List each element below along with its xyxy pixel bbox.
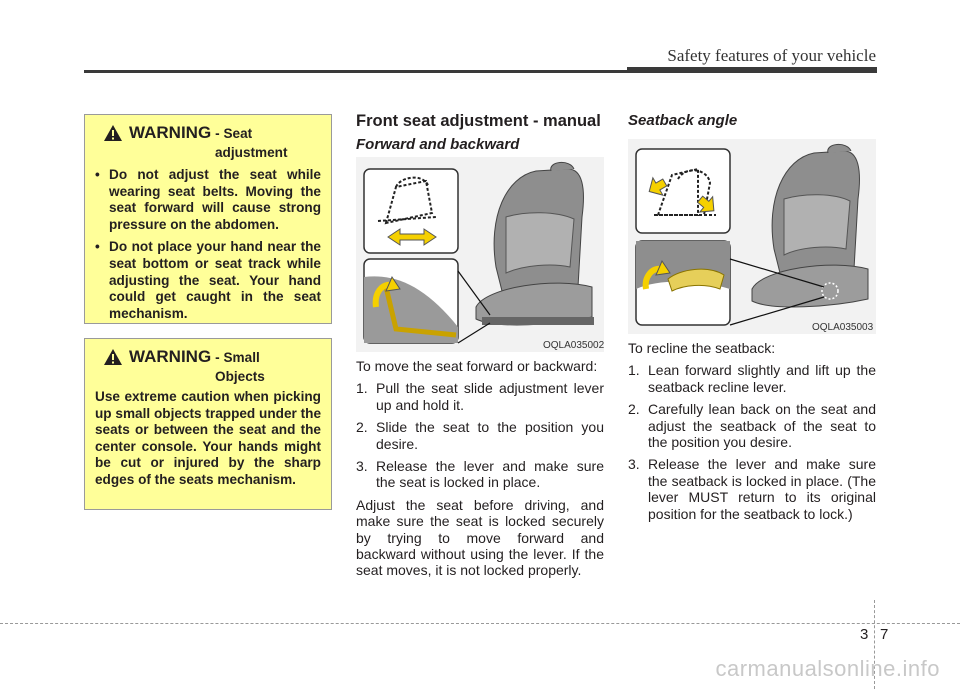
warning-subtitle-cont: adjustment (215, 145, 288, 160)
header-rule-accent (627, 67, 877, 73)
step-text: Release the lever and make sure the seat is locked in place. (376, 458, 604, 491)
subsection-heading: Forward and backward (356, 136, 520, 153)
warning-title: WARNING (129, 347, 212, 366)
instruction-step (356, 380, 604, 413)
seat-slide-illustration (356, 157, 604, 352)
step-number: 2. (356, 419, 368, 436)
warning-bullet (95, 239, 321, 322)
instruction-step (628, 362, 876, 395)
warning-bullet-text: Do not place your hand near the seat bottom or seat track while adjusting the seat. Your hand could get caught in the seat mechanism. (109, 239, 321, 321)
step-number: 2. (628, 401, 640, 418)
warning-header (103, 347, 321, 367)
step-text: Lean forward slightly and lift up the seatback recline lever. (648, 362, 876, 395)
instruction-step (628, 456, 876, 522)
warning-box-seat-adjustment (84, 114, 332, 324)
front-seat-instructions (356, 358, 604, 579)
running-header: Safety features of your vehicle (667, 46, 876, 65)
subsection-heading: Seatback angle (628, 112, 738, 129)
instruction-note: Adjust the seat before driving, and make sure the seat is locked securely by trying to move forward and backward without using the lever. If the seat moves, it is not locked properly. (356, 496, 604, 579)
step-text: Slide the seat to the position you desire. (376, 419, 604, 452)
warning-bullet-text: Do not adjust the seat while wearing seat belts. Moving the seat forward will cause strong pressure on the abdomen. (109, 167, 321, 232)
instruction-step (356, 458, 604, 491)
warning-subtitle-cont: Objects (215, 369, 265, 384)
figure-code: OQLA035002 (543, 340, 605, 351)
section-heading: Front seat adjustment - manual (356, 112, 601, 130)
figure-seatback-recline (628, 139, 876, 334)
watermark: carmanualsonline.info (715, 656, 940, 681)
warning-subtitle: - Small (215, 350, 260, 365)
bullet-dot: • (95, 239, 100, 255)
warning-header (103, 123, 321, 143)
figure-seat-slide (356, 157, 604, 352)
warning-triangle-icon (103, 348, 123, 366)
warning-title: WARNING (129, 123, 212, 142)
page-number: 7 (880, 626, 889, 643)
instruction-intro: To recline the seatback: (628, 340, 776, 356)
step-text: Release the lever and make sure the seatback is locked in place. (The lever MUST return to its original position for the seatback to lock.) (648, 456, 876, 522)
chapter-number: 3 (860, 626, 869, 643)
step-text: Carefully lean back on the seat and adjust the seatback of the seat to the position you desire. (648, 401, 876, 451)
warning-body: Use extreme caution when picking up small objects trapped under the seats or between the seat and the center console. Your hands might be cut or injured by the sharp edges of the seats mechanism. (95, 389, 321, 487)
step-number: 1. (356, 380, 368, 397)
seatback-instructions (628, 340, 876, 522)
bullet-dot: • (95, 167, 100, 182)
warning-triangle-icon (103, 124, 123, 142)
warning-bullet (95, 167, 321, 233)
warning-subtitle: - Seat (215, 126, 253, 141)
step-number: 3. (356, 458, 368, 475)
instruction-step (356, 419, 604, 452)
step-number: 1. (628, 362, 640, 379)
instruction-step (628, 401, 876, 450)
footer-dashed-rule (0, 623, 960, 624)
warning-box-small-objects (84, 338, 332, 510)
seatback-recline-illustration (628, 139, 876, 334)
instruction-intro: To move the seat forward or backward: (356, 358, 598, 374)
step-text: Pull the seat slide adjustment lever up and hold it. (376, 380, 604, 413)
figure-code: OQLA035003 (812, 322, 874, 333)
step-number: 3. (628, 456, 640, 473)
